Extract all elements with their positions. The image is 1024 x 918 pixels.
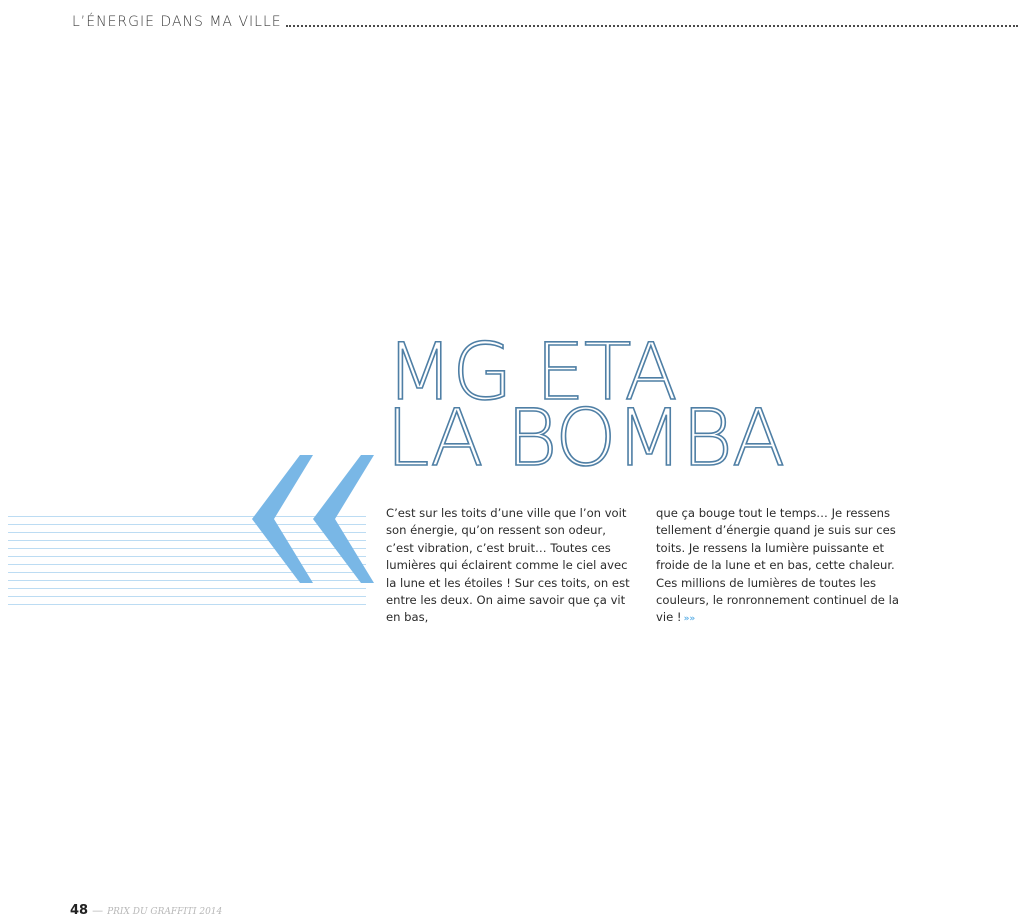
article-text-right-body: que ça bouge tout le temps… Je ressens tellement d’énergie quand je suis sur ces toits. Je ressens la lumière puissante et froide de la lune et en bas, cette chaleur. Ces millions de lumières de toutes les couleurs, le ronronnement continuel de la vie ! xyxy=(656,506,899,625)
publication-name: PRIX DU GRAFFITI 2014 xyxy=(107,907,223,917)
dotted-leader xyxy=(286,25,1018,27)
article-text-left: C’est sur les toits d’une ville que l’on voit son énergie, qu’on ressent son odeur, c’est vibration, c’est bruit… Toutes ces lumières qui éclairent comme le ciel avec la lune et les étoiles ! Sur ces toits, on est entre les deux. On aime savoir que ça vit en bas, xyxy=(386,506,630,625)
page-header xyxy=(72,8,1018,30)
section-label: L’ÉNERGIE DANS MA VILLE xyxy=(72,14,282,30)
page-footer xyxy=(70,903,222,918)
opening-quote-icon xyxy=(252,455,376,583)
continue-arrow-icon: »» xyxy=(683,614,696,625)
article-text-right xyxy=(656,505,906,629)
title-line-1: MG ETA xyxy=(386,328,677,418)
page-number: 48 xyxy=(70,903,89,918)
quote-chevron xyxy=(252,455,313,583)
title-line-2: LA BOMBA xyxy=(386,394,785,484)
quote-chevron xyxy=(313,455,374,583)
article-title xyxy=(386,328,785,484)
footer-separator: — xyxy=(92,904,104,917)
